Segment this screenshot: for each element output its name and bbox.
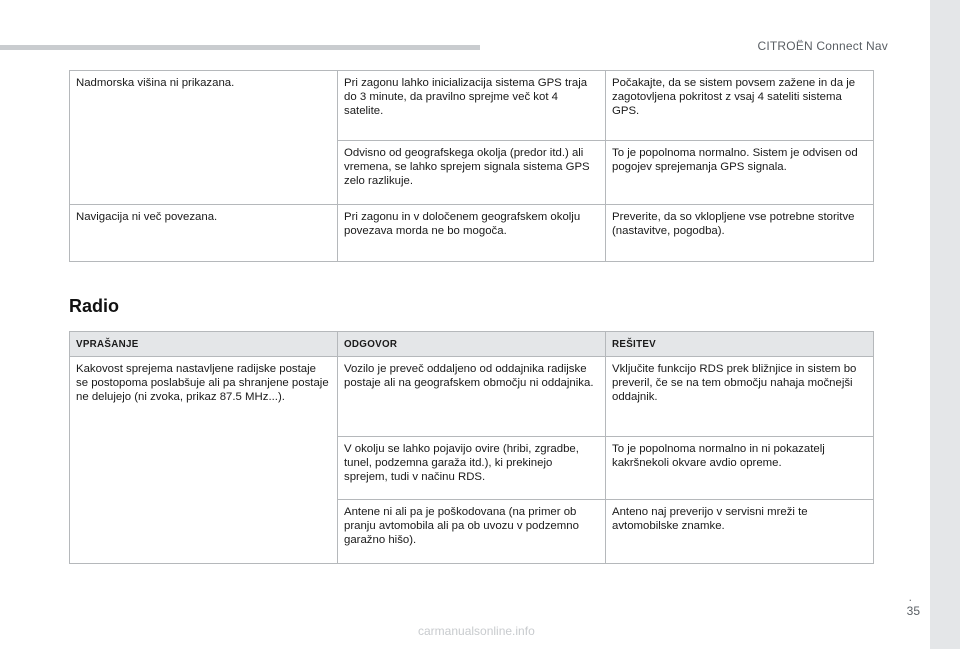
answer-cell: Pri zagonu lahko inicializacija sistema GPS traja do 3 minute, da pravilno sprejme več kot 4 satelite. — [338, 71, 606, 141]
table-row — [70, 357, 874, 437]
question-cell: Kakovost sprejema nastavljene radijske postaje se postopoma poslabšuje ali pa shranjene postaje ne delujejo (ni zvoka, prikaz 87.5 MHz...). — [70, 357, 338, 564]
answer-cell: V okolju se lahko pojavijo ovire (hribi, zgradbe, tunel, podzemna garaža itd.), ki prekinejo sprejem, tudi v načinu RDS. — [338, 437, 606, 500]
answer-cell: Vozilo je preveč oddaljeno od oddajnika radijske postaje ali na geografskem območju ni oddajnika. — [338, 357, 606, 437]
page-edge-band — [930, 0, 960, 649]
solution-cell: Počakajte, da se sistem povsem zažene in da je zagotovljena pokritost z vsaj 4 sateliti sistema GPS. — [606, 71, 874, 141]
question-cell: Nadmorska višina ni prikazana. — [70, 71, 338, 205]
troubleshooting-table-gps — [69, 70, 874, 262]
answer-cell: Antene ni ali pa je poškodovana (na primer ob pranju avtomobila ali pa ob uvozu v podzemno garažno hišo). — [338, 500, 606, 564]
solution-cell: Preverite, da so vklopljene vse potrebne storitve (nastavitve, pogodba). — [606, 205, 874, 262]
solution-cell: Anteno naj preverijo v servisni mreži te avtomobilske znamke. — [606, 500, 874, 564]
column-header-solution: REŠITEV — [606, 332, 874, 357]
watermark: carmanualsonline.info — [418, 624, 535, 638]
solution-cell: To je popolnoma normalno. Sistem je odvisen od pogojev sprejemanja GPS signala. — [606, 141, 874, 205]
page-number: 35 — [906, 604, 920, 618]
answer-cell: Pri zagonu in v določenem geografskem okolju povezava morda ne bo mogoča. — [338, 205, 606, 262]
table-row — [70, 205, 874, 262]
table-header-row — [70, 332, 874, 357]
troubleshooting-table-radio — [69, 331, 874, 564]
header-rule — [0, 45, 480, 50]
section-title-radio: Radio — [69, 296, 120, 316]
page-marker-dot: . — [908, 590, 912, 604]
column-header-question: VPRAŠANJE — [70, 332, 338, 357]
table-row — [70, 71, 874, 141]
answer-cell: Odvisno od geografskega okolja (predor itd.) ali vremena, se lahko sprejem signala sistema GPS zelo razlikuje. — [338, 141, 606, 205]
column-header-answer: ODGOVOR — [338, 332, 606, 357]
question-cell: Navigacija ni več povezana. — [70, 205, 338, 262]
solution-cell: Vključite funkcijo RDS prek bližnjice in sistem bo preveril, če se na tem območju nahaja močnejši oddajnik. — [606, 357, 874, 437]
solution-cell: To je popolnoma normalno in ni pokazatelj kakršnekoli okvare avdio opreme. — [606, 437, 874, 500]
brand-title: CITROËN Connect Nav — [757, 39, 888, 53]
